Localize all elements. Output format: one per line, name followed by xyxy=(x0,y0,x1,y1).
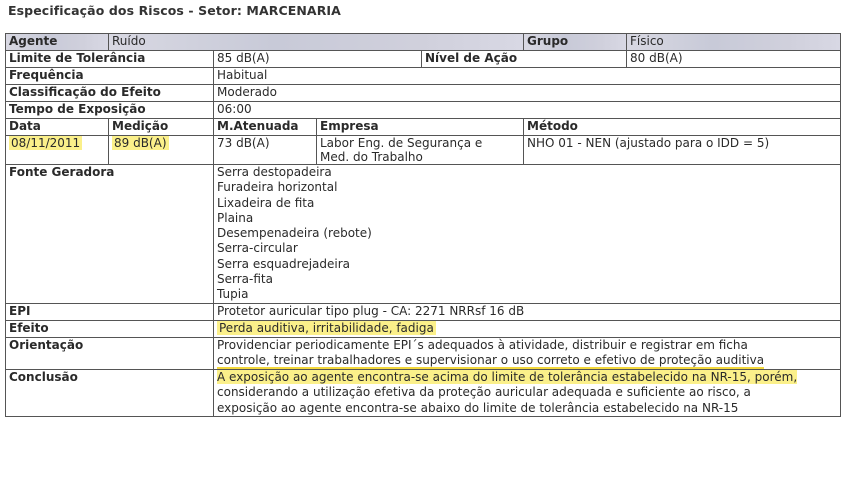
conclusao-line: considerando a utilização efetiva da proteção auricular adequada e suficiente ao risco, a xyxy=(217,385,751,400)
orientacao-text xyxy=(214,337,841,369)
fonte-item: Serra destopadeira xyxy=(217,165,332,179)
data-cell xyxy=(6,136,109,165)
nivel-value: 80 dB(A) xyxy=(627,51,841,68)
metodo-value: NHO 01 - NEN (ajustado para o IDD = 5) xyxy=(524,136,841,165)
conclusao-label: Conclusão xyxy=(6,369,214,417)
metodo-header: Método xyxy=(524,119,841,136)
tempo-row xyxy=(6,102,841,119)
fonte-item: Desempenadeira (rebote) xyxy=(217,226,372,241)
measurement-header-row xyxy=(6,119,841,136)
fonte-list xyxy=(214,165,841,304)
fonte-item: Serra-fita xyxy=(217,272,273,287)
agente-row xyxy=(6,34,841,51)
efeito-row xyxy=(6,320,841,337)
medicao-cell xyxy=(109,136,214,165)
classificacao-label: Classificação do Efeito xyxy=(6,85,214,102)
tempo-value: 06:00 xyxy=(214,102,841,119)
conclusao-text xyxy=(214,369,841,417)
fonte-item: Furadeira horizontal xyxy=(217,180,338,195)
measurement-value-row xyxy=(6,136,841,165)
fonte-item: Lixadeira de fita xyxy=(217,195,315,210)
data-value: 08/11/2011 xyxy=(11,136,81,150)
empresa-line: Med. do Trabalho xyxy=(320,150,423,164)
frequencia-value: Habitual xyxy=(214,68,841,85)
empresa-cell xyxy=(317,136,524,165)
limite-row xyxy=(6,51,841,68)
epi-value: Protetor auricular tipo plug - CA: 2271 NRRsf 16 dB xyxy=(214,303,841,320)
frequencia-row xyxy=(6,68,841,85)
conclusao-line: exposição ao agente encontra-se abaixo do limite de tolerância estabelecido na NR-15 xyxy=(217,400,739,415)
fonte-item: Serra esquadrejadeira xyxy=(217,256,351,271)
fonte-row xyxy=(6,165,841,304)
efeito-label: Efeito xyxy=(6,320,214,337)
efeito-cell xyxy=(214,320,841,337)
limite-label: Limite de Tolerância xyxy=(6,51,214,68)
tempo-label: Tempo de Exposição xyxy=(6,102,214,119)
agente-value: Ruído xyxy=(109,34,524,51)
medicao-value: 89 dB(A) xyxy=(114,136,167,150)
conclusao-line: A exposição ao agente encontra-se acima do limite de tolerância estabelecido na NR-15, porém, xyxy=(217,369,798,384)
orientacao-label: Orientação xyxy=(6,337,214,369)
agente-label: Agente xyxy=(6,34,109,51)
classificacao-value: Moderado xyxy=(214,85,841,102)
empresa-line: Labor Eng. de Segurança e xyxy=(320,136,483,150)
data-header: Data xyxy=(6,119,109,136)
orientacao-line: Providenciar periodicamente EPI´s adequados à atividade, distribuir e registrar em ficha xyxy=(217,337,748,352)
classificacao-row xyxy=(6,85,841,102)
atenuada-value: 73 dB(A) xyxy=(214,136,317,165)
conclusao-row xyxy=(6,369,841,417)
medicao-header: Medição xyxy=(109,119,214,136)
atenuada-header: M.Atenuada xyxy=(214,119,317,136)
fonte-label: Fonte Geradora xyxy=(6,165,214,304)
grupo-value: Físico xyxy=(627,34,841,51)
empresa-header: Empresa xyxy=(317,119,524,136)
frequencia-label: Frequência xyxy=(6,68,214,85)
fonte-item: Serra-circular xyxy=(217,241,298,256)
fonte-item: Plaina xyxy=(217,210,254,225)
risk-specification-table xyxy=(5,33,841,417)
orientacao-line: controle, treinar trabalhadores e supervisionar o uso correto e efetivo de proteção auditiva xyxy=(217,353,765,368)
epi-label: EPI xyxy=(6,303,214,320)
fonte-item: Tupia xyxy=(217,287,249,302)
grupo-label: Grupo xyxy=(524,34,627,51)
efeito-value: Perda auditiva, irritabilidade, fadiga xyxy=(219,320,434,335)
nivel-label: Nível de Ação xyxy=(422,51,627,68)
epi-row xyxy=(6,303,841,320)
limite-value: 85 dB(A) xyxy=(214,51,422,68)
page-title: Especificação dos Riscos - Setor: MARCENARIA xyxy=(8,3,341,18)
orientacao-row xyxy=(6,337,841,369)
